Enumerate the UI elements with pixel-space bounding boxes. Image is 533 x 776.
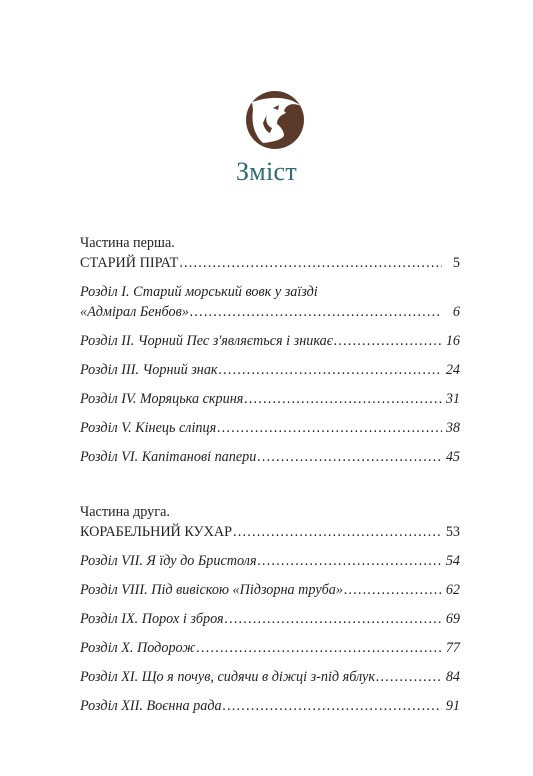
page-number: 53 [445, 524, 460, 540]
toc-part-one [80, 233, 460, 467]
page-number: 77 [445, 640, 460, 656]
dot-leader [217, 418, 442, 438]
toc-entry [80, 331, 460, 351]
chapter-title: Розділ XII. Воєнна рада [80, 698, 222, 714]
dot-leader [179, 253, 442, 273]
dot-leader [196, 638, 441, 658]
chapter-title: Розділ V. Кінець сліпця [80, 420, 217, 436]
dot-leader [219, 360, 442, 380]
dot-leader [376, 667, 442, 687]
toc-entry [80, 638, 460, 658]
dot-leader [334, 331, 442, 351]
page-number: 24 [445, 362, 460, 378]
page-number: 5 [452, 255, 460, 271]
toc-entry [80, 696, 460, 716]
page-number: 84 [445, 669, 460, 685]
dot-leader [225, 609, 442, 629]
dot-leader [244, 389, 441, 409]
page-number: 62 [445, 582, 460, 598]
toc-entry [80, 389, 460, 409]
dot-leader [257, 447, 441, 467]
page-number: 45 [445, 449, 460, 465]
toc-part-two [80, 502, 460, 716]
part-heading: Частина перша. [80, 235, 175, 251]
toc-entry [80, 522, 460, 542]
dot-leader [258, 551, 442, 571]
chapter-title: «Адмірал Бенбов» [80, 304, 189, 320]
toc-entry [80, 447, 460, 467]
toc-entry [80, 360, 460, 380]
page-number: 54 [445, 553, 460, 569]
page-number: 38 [445, 420, 460, 436]
toc-entry [80, 580, 460, 600]
page-number: 69 [445, 611, 460, 627]
chapter-title: Розділ IV. Моряцька скриня [80, 391, 244, 407]
part-name: КОРАБЕЛЬНИЙ КУХАР [80, 524, 232, 540]
chapter-title: Розділ VII. Я їду до Бристоля [80, 553, 257, 569]
chapter-title: Розділ IX. Порох і зброя [80, 611, 224, 627]
toc-entry [80, 418, 460, 438]
toc-entry [80, 302, 460, 322]
dot-leader [223, 696, 442, 716]
chapter-title: Розділ VIII. Під вивіскою «Підзорна труба» [80, 582, 343, 598]
toc-entry [80, 609, 460, 629]
chapter-title: Розділ II. Чорний Пес з'являється і зникає [80, 333, 333, 349]
page-title: Зміст [235, 157, 298, 186]
chapter-title: Розділ X. Подорож [80, 640, 196, 656]
toc-entry [80, 551, 460, 571]
dot-leader [233, 522, 442, 542]
chapter-title: Розділ XI. Що я почув, сидячи в діжці з-під яблук [80, 669, 375, 685]
dot-leader [190, 302, 442, 322]
part-heading: Частина друга. [80, 504, 170, 520]
dot-leader [344, 580, 442, 600]
chapter-title-line: Розділ I. Старий морський вовк у заїзді [80, 284, 318, 300]
page-number: 91 [445, 698, 460, 714]
toc-entry [80, 667, 460, 687]
page-number: 16 [445, 333, 460, 349]
page-number: 31 [445, 391, 460, 407]
toc-entry [80, 253, 460, 273]
chapter-title: Розділ VI. Капітанові папери [80, 449, 257, 465]
part-name: СТАРИЙ ПІРАТ [80, 255, 179, 271]
chapter-title: Розділ III. Чорний знак [80, 362, 218, 378]
page-number: 6 [452, 304, 460, 320]
publisher-logo [245, 90, 305, 150]
